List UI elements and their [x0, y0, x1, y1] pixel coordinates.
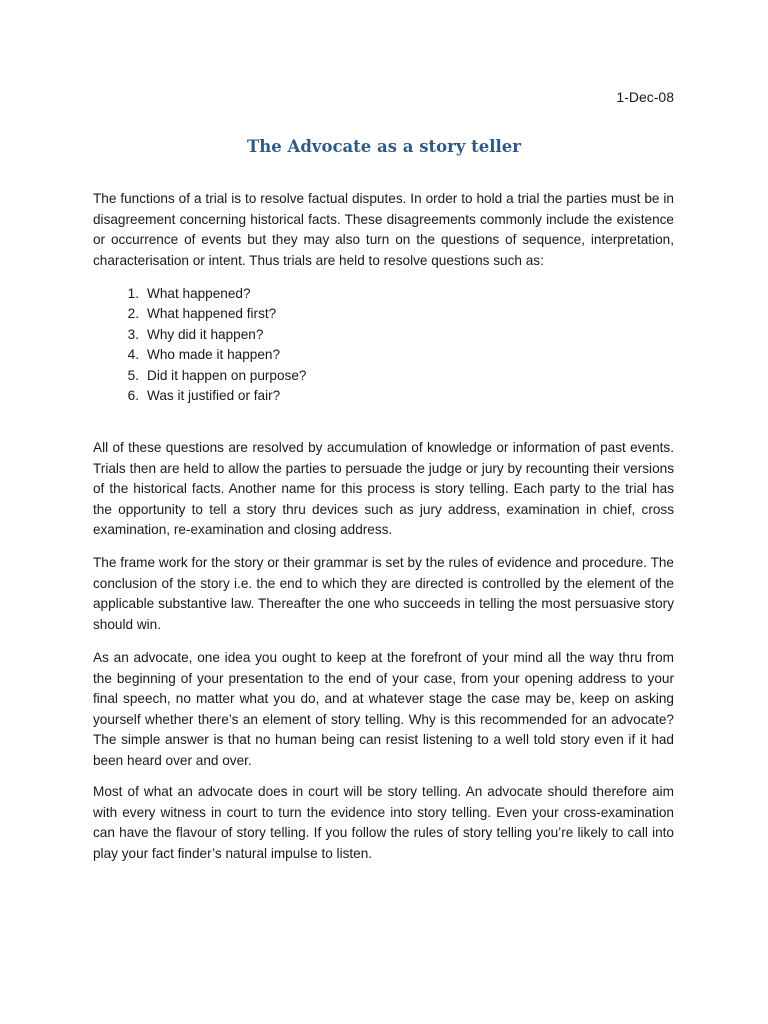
list-item-text: Who made it happen?	[147, 347, 281, 363]
list-item	[93, 325, 493, 345]
list-item-number: 5.	[127, 367, 139, 383]
document-date: 1-Dec-08	[616, 89, 674, 105]
list-item-number: 3.	[127, 326, 139, 342]
list-item	[93, 345, 493, 365]
list-item-number: 2.	[127, 306, 139, 322]
list-item	[93, 284, 493, 304]
list-item-number: 1.	[127, 286, 139, 301]
list-item-number: 4.	[127, 347, 139, 363]
list-item-text: What happened?	[147, 286, 251, 301]
paragraph-accumulation: All of these questions are resolved by accumulation of knowledge or information of past events. Trials then are held to allow the parties to persuade the judge or jury by recounting their versions of the historical facts. Another name for this process is story telling. Each party to the trial has the opportunity to tell a story thru devices such as jury address, examination in chief, cross examination, re-examination and closing address.	[93, 440, 674, 538]
paragraph-framework: The frame work for the story or their grammar is set by the rules of evidence and procedure. The conclusion of the story i.e. the end to which they are directed is controlled by the element of the applicable substantive law. Thereafter the one who succeeds in telling the most persuasive story should win.	[93, 555, 674, 632]
list-item-text: Why did it happen?	[147, 326, 264, 342]
paragraph-court-story: Most of what an advocate does in court will be story telling. An advocate should therefore aim with every witness in court to turn the evidence into story telling. Even your cross-examination can have the flavour of story telling. If you follow the rules of story telling you’re likely to call into play your fact finder’s natural impulse to listen.	[93, 784, 674, 861]
paragraph-advocate-idea: As an advocate, one idea you ought to keep at the forefront of your mind all the way thru from the beginning of your presentation to the end of your case, from your opening address to your final speech, no matter what you do, and at whatever stage the case may be, keep on asking yourself whether there’s an element of story telling. Why is this recommended for an advocate? The simple answer is that no human being can resist listening to a well told story even if it had been heard over and over.	[93, 650, 674, 768]
list-item	[93, 366, 493, 386]
list-item-text: Was it justified or fair?	[147, 388, 281, 404]
document-title: The Advocate as a story teller	[247, 137, 521, 156]
list-item-number: 6.	[127, 388, 139, 404]
paragraph-intro: The functions of a trial is to resolve factual disputes. In order to hold a trial the parties must be in disagreement concerning historical facts. These disagreements commonly include the existence or occurrence of events but they may also turn on the questions of sequence, interpretation, characterisation or intent. Thus trials are held to resolve questions such as:	[93, 191, 674, 268]
list-item-text: What happened first?	[147, 306, 277, 322]
list-item	[93, 386, 493, 406]
questions-list	[93, 284, 493, 406]
list-item	[93, 304, 493, 324]
list-item-text: Did it happen on purpose?	[147, 367, 307, 383]
